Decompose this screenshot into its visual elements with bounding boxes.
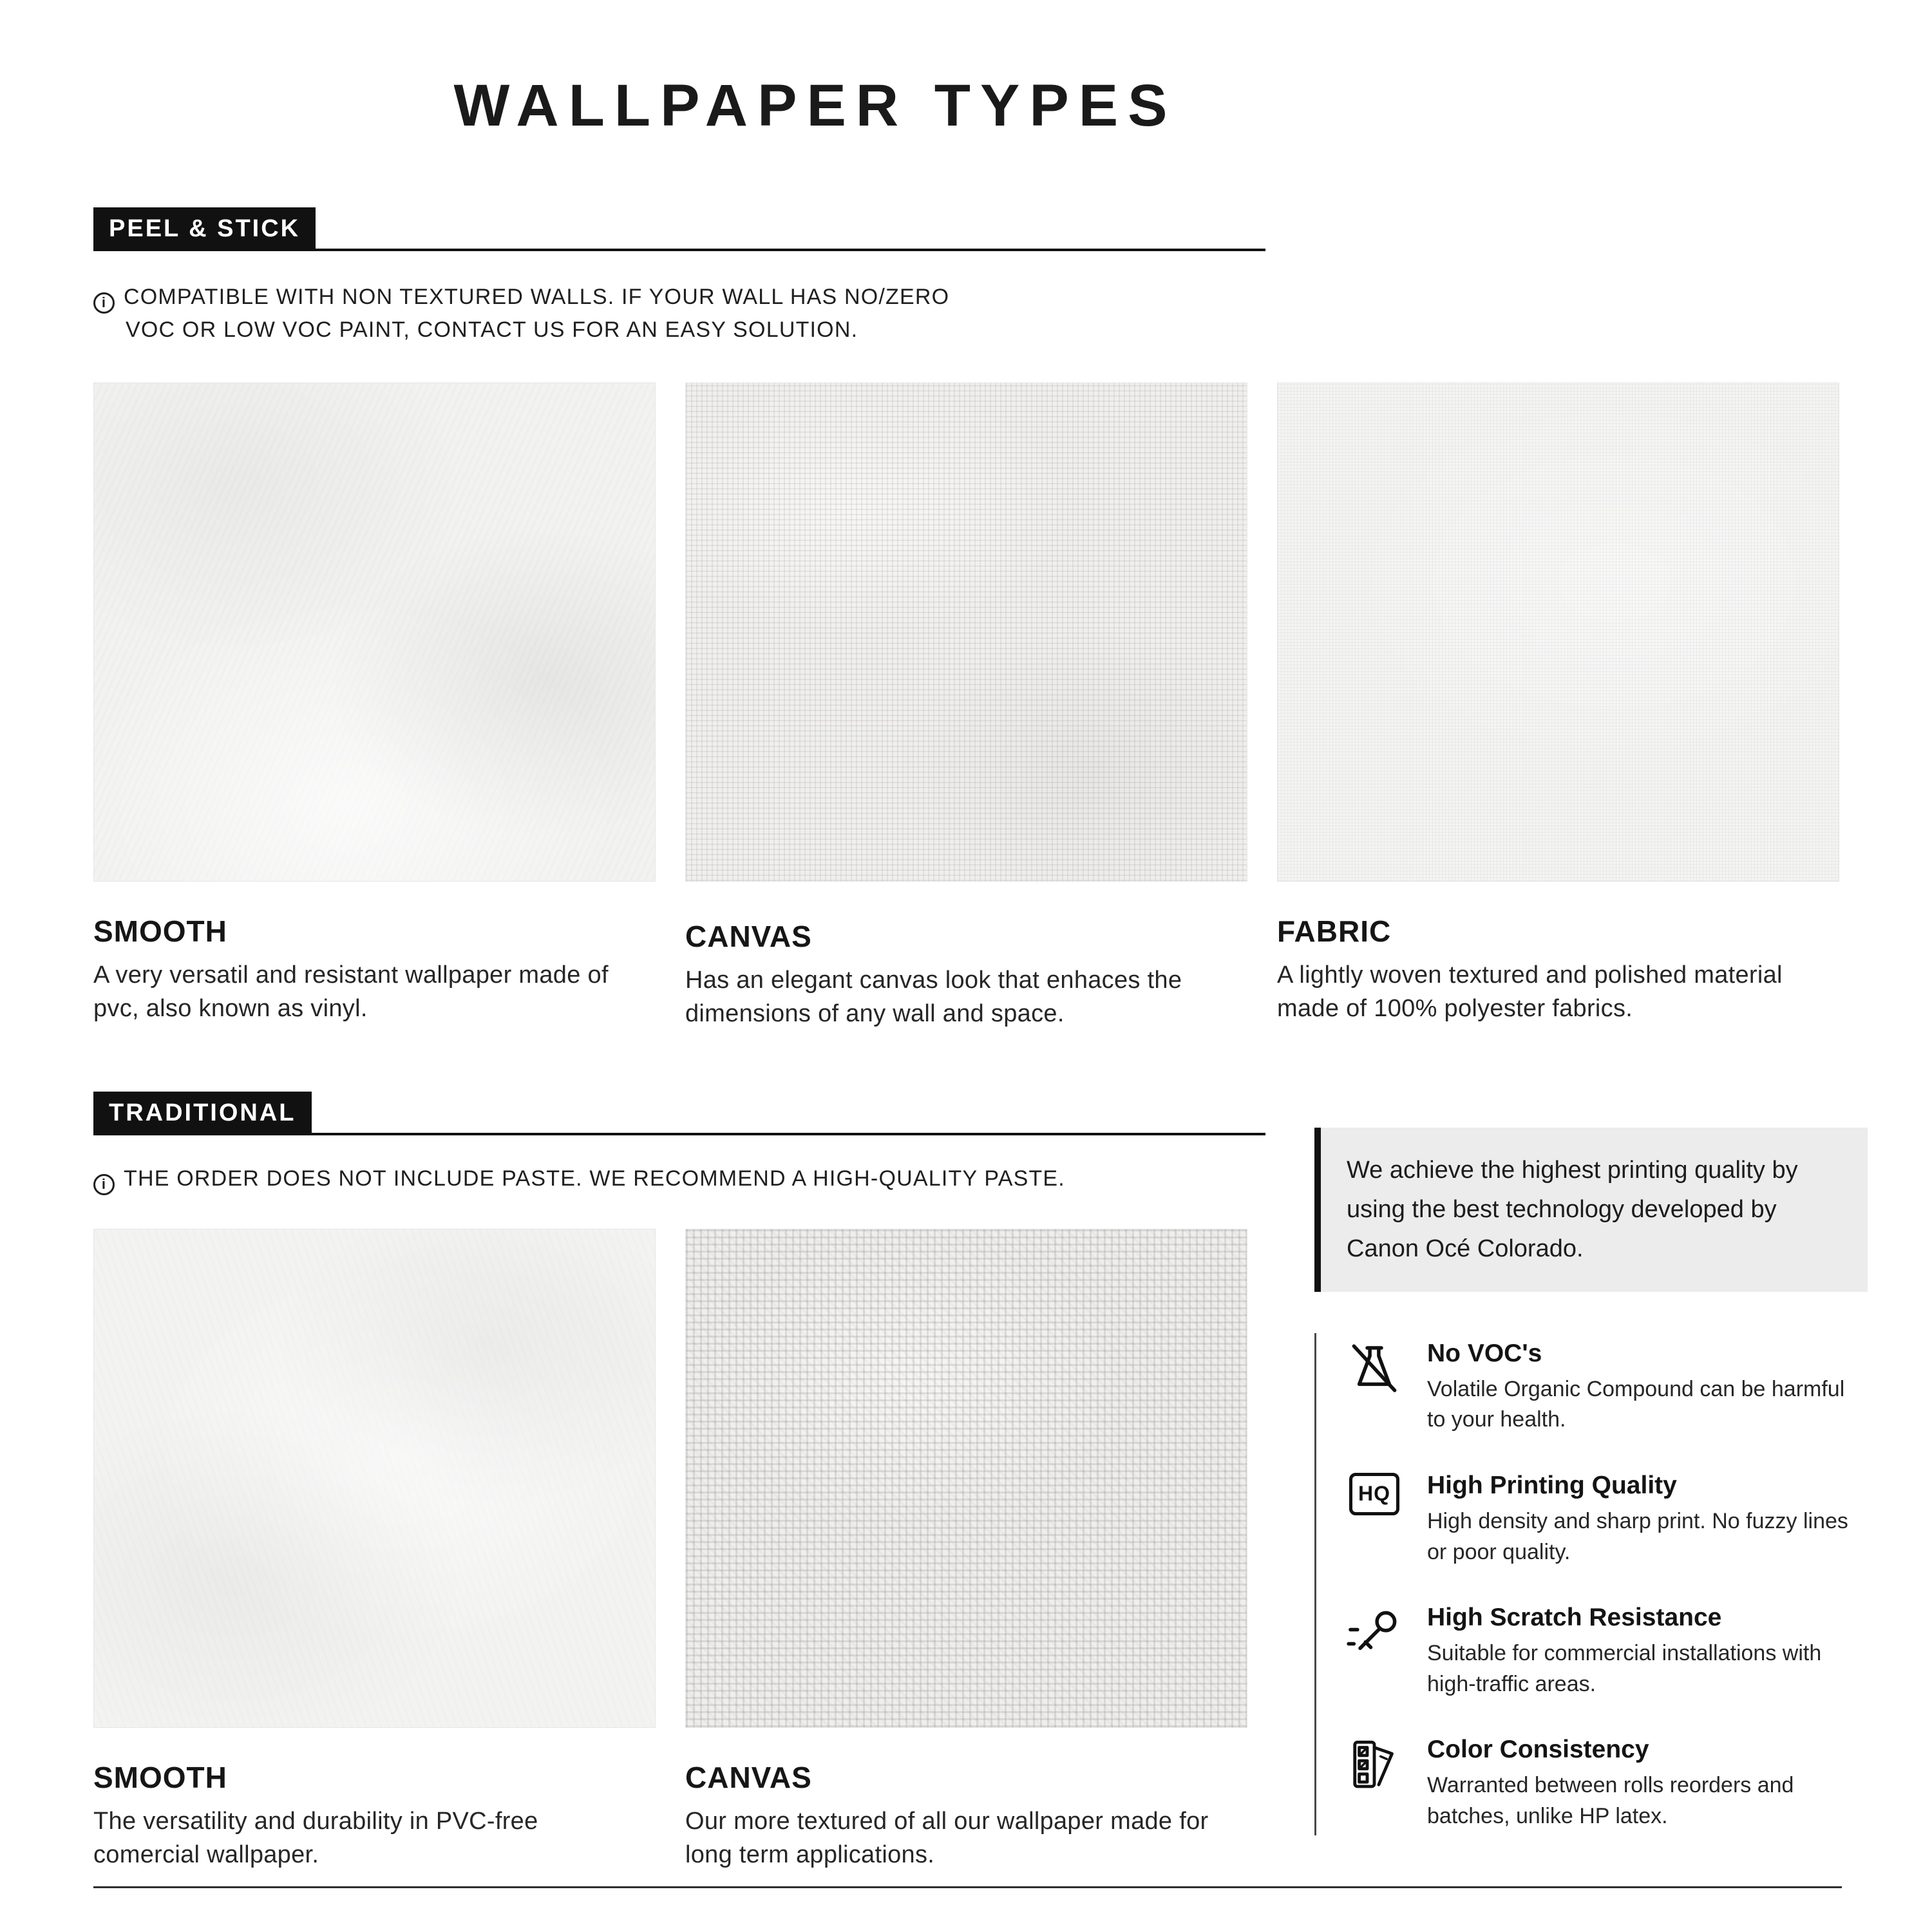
peel-stick-section [93, 207, 1868, 1030]
feature-list [1314, 1333, 1868, 1836]
swatch-description-smooth: A very versatil and resistant wallpaper made of pvc, also known as vinyl. [93, 961, 609, 1022]
swatch-image-trad-smooth [93, 1229, 656, 1728]
traditional-header [93, 1092, 1265, 1135]
swatch-card-trad-smooth [93, 1229, 656, 1871]
feature-no-voc [1343, 1340, 1868, 1435]
swatch-title-fabric: FABRIC [1277, 914, 1392, 948]
feature-title: Color Consistency [1427, 1736, 1649, 1764]
info-icon-glyph: i [101, 294, 107, 310]
peel-stick-swatch-row [93, 383, 1868, 1030]
no-voc-icon [1343, 1340, 1405, 1435]
swatch-title-canvas: CANVAS [685, 920, 812, 953]
traditional-rule [312, 1133, 1265, 1135]
lower-area [93, 1092, 1868, 1871]
swatch-title-trad-canvas: CANVAS [685, 1761, 812, 1795]
info-icon [93, 1174, 115, 1195]
printing-quality-text: We achieve the highest printing quality by using the best technology developed by Canon Océ Colorado. [1347, 1157, 1798, 1262]
swatch-card-trad-canvas [685, 1229, 1247, 1871]
peel-stick-note-line2 [93, 314, 1868, 346]
swatch-card-canvas [685, 383, 1247, 1030]
peel-stick-rule [316, 249, 1265, 251]
peel-stick-note [93, 281, 1868, 346]
swatch-image-fabric [1277, 383, 1839, 882]
note-text: COMPATIBLE WITH NON TEXTURED WALLS. IF YOUR WALL HAS NO/ZERO [124, 285, 950, 309]
swatch-image-trad-canvas [685, 1229, 1247, 1728]
peel-stick-note-line1 [93, 281, 1868, 314]
feature-body [1427, 1340, 1868, 1435]
swatch-card-smooth [93, 383, 656, 1030]
traditional-note-line [93, 1162, 1265, 1195]
feature-title: High Printing Quality [1427, 1471, 1677, 1499]
hq-badge-icon [1343, 1472, 1405, 1567]
feature-description: Suitable for commercial installations with high-traffic areas. [1427, 1641, 1822, 1696]
swatch-image-canvas [685, 383, 1247, 882]
feature-body [1427, 1736, 1868, 1832]
feature-description: High density and sharp print. No fuzzy lines or poor quality. [1427, 1508, 1848, 1564]
swatch-description-canvas: Has an elegant canvas look that enhaces the dimensions of any wall and space. [685, 967, 1182, 1027]
page-title: WALLPAPER TYPES [453, 73, 1177, 138]
info-icon [93, 292, 115, 314]
scratch-resistance-icon [1343, 1604, 1405, 1700]
swatch-description-trad-canvas: Our more textured of all our wallpaper made for long term applications. [685, 1808, 1209, 1869]
note-text: VOC OR LOW VOC PAINT, CONTACT US FOR AN EASY SOLUTION. [126, 317, 858, 342]
feature-title: High Scratch Resistance [1427, 1604, 1722, 1632]
swatch-image-smooth [93, 383, 656, 882]
feature-description: Warranted between rolls reorders and batches, unlike HP latex. [1427, 1773, 1794, 1828]
swatch-card-fabric [1277, 383, 1839, 1030]
traditional-label: TRADITIONAL [93, 1092, 312, 1135]
info-icon-glyph: i [101, 1176, 107, 1193]
feature-scratch-resistance [1343, 1604, 1868, 1700]
swatch-description-trad-smooth: The versatility and durability in PVC-free comercial wallpaper. [93, 1808, 538, 1869]
swatch-title-trad-smooth: SMOOTH [93, 1761, 227, 1795]
printing-quality-panel [1314, 1128, 1868, 1291]
feature-description: Volatile Organic Compound can be harmful to your health. [1427, 1376, 1845, 1432]
quality-column [1314, 1092, 1868, 1871]
feature-high-printing-quality [1343, 1472, 1868, 1567]
swatch-title-smooth: SMOOTH [93, 914, 227, 948]
note-text: THE ORDER DOES NOT INCLUDE PASTE. WE RECOMMEND A HIGH-QUALITY PASTE. [124, 1166, 1065, 1191]
feature-color-consistency [1343, 1736, 1868, 1832]
swatch-description-fabric: A lightly woven textured and polished material made of 100% polyester fabrics. [1277, 961, 1783, 1022]
peel-stick-header [93, 207, 1265, 251]
bottom-divider [93, 1886, 1842, 1888]
peel-stick-label: PEEL & STICK [93, 207, 316, 251]
traditional-note [93, 1162, 1265, 1195]
traditional-section [93, 1092, 1265, 1871]
feature-body [1427, 1472, 1868, 1567]
hq-badge-text: HQ [1349, 1473, 1399, 1515]
feature-body [1427, 1604, 1868, 1700]
color-consistency-icon [1343, 1736, 1405, 1832]
traditional-swatch-row [93, 1229, 1265, 1871]
feature-title: No VOC's [1427, 1339, 1542, 1367]
